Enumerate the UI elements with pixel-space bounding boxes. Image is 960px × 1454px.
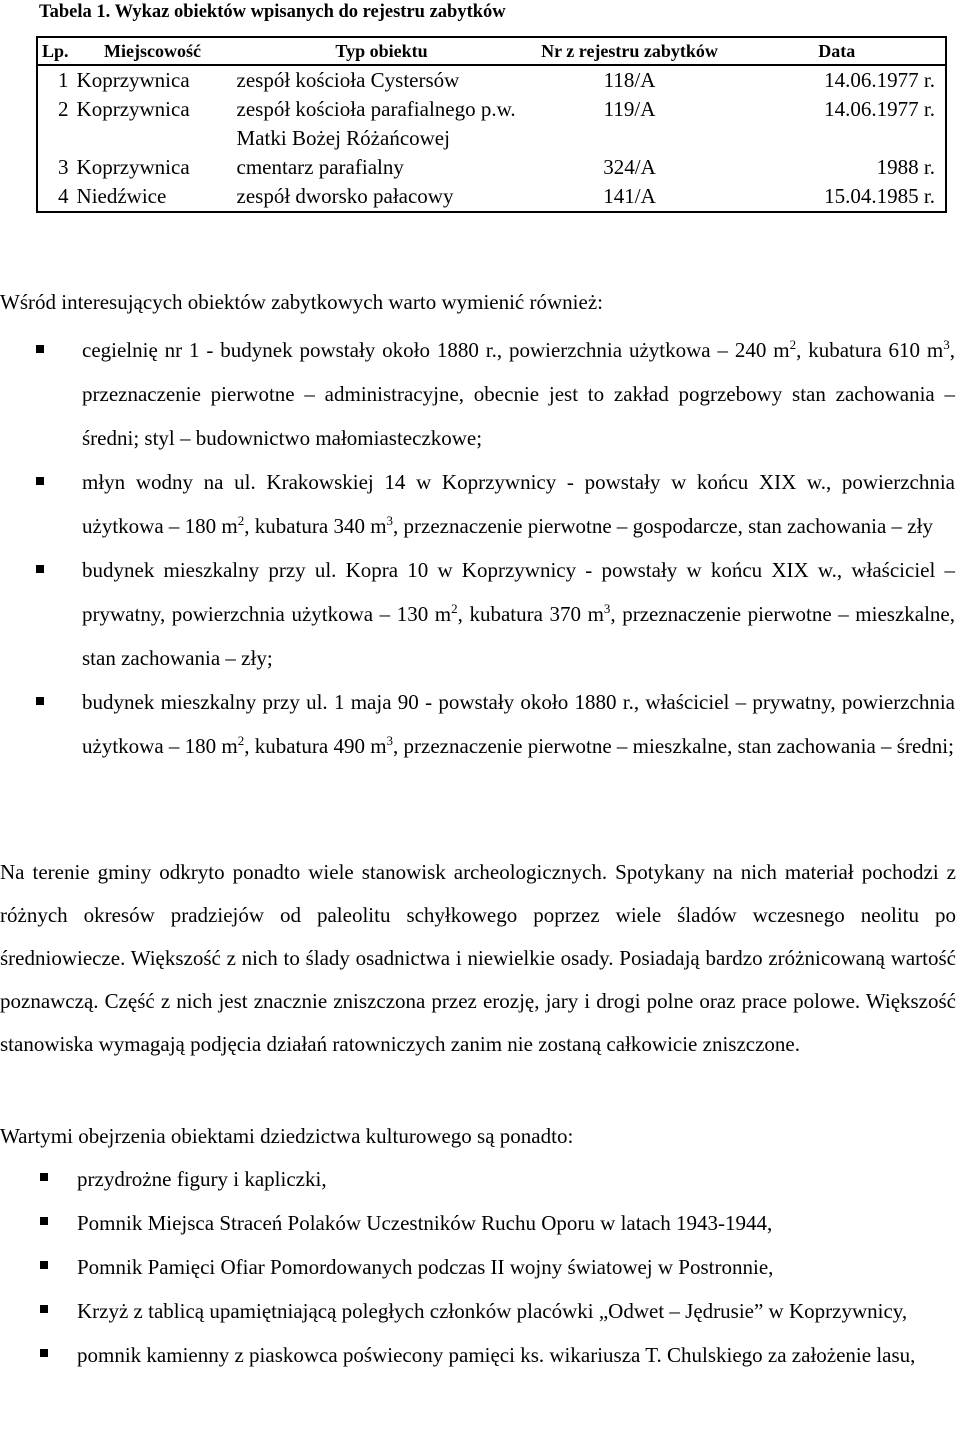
cell-register-number: 324/A xyxy=(603,155,656,179)
superscript: 2 xyxy=(237,513,245,528)
header-type: Typ obiektu xyxy=(233,37,531,65)
cell-register-number: 118/A xyxy=(603,68,656,92)
item-text: budynek mieszkalny przy ul. Kopra 10 w Koprzywnicy - powstały w końcu XIX w., właściciel – prywatny, powierzchnia użytkowa – 130 m xyxy=(82,558,955,626)
list-item xyxy=(0,328,955,460)
header-date: Data xyxy=(729,37,946,65)
list-item xyxy=(0,1157,955,1201)
cell-type: zespół kościoła parafialnego p.w. Matki Bożej Różańcowej xyxy=(236,97,516,150)
superscript: 2 xyxy=(451,601,458,616)
item-text: budynek mieszkalny przy ul. 1 maja 90 - powstały około 1880 r., właściciel – prywatny, powierzchnia użytkowa – 180 m xyxy=(82,690,955,758)
item-text: cegielnię nr 1 - budynek powstały około 1880 r., powierzchnia użytkowa – 240 m xyxy=(82,338,790,362)
list-item xyxy=(0,680,955,768)
list-item xyxy=(0,1289,955,1333)
header-city: Miejscowość xyxy=(73,37,233,65)
item-text: , przeznaczenie pierwotne – gospodarcze, stan zachowania – zły xyxy=(393,514,933,538)
cell-city: Koprzywnica xyxy=(76,68,190,92)
item-text: Pomnik Pamięci Ofiar Pomordowanych podczas II wojny światowej w Postronnie, xyxy=(77,1255,774,1279)
item-text: Pomnik Miejsca Straceń Polaków Uczestników Ruchu Oporu w latach 1943-1944, xyxy=(77,1211,773,1235)
item-text: , kubatura 490 m xyxy=(244,734,387,758)
archaeology-paragraph: Na terenie gminy odkryto ponadto wiele stanowisk archeologicznych. Spotykany na nich materiał pochodzi z różnych okresów pradziejów od paleolitu schyłkowego poprzez wiele śladów wczesnego neolitu po średniowiecze. Większość z nich to ślady osadnictwa i niewielkie osady. Posiadają bardzo zróżnicowaną wartość poznawczą. Część z nich jest znacznie zniszczona przez erozję, jary i drogi polne oraz prace polowe. Większość stanowiska wymagają podjęcia działań ratowniczych zanim nie zostaną całkowicie zniszczone. xyxy=(0,860,956,1056)
superscript: 3 xyxy=(386,733,394,748)
heritage-bullet-list xyxy=(0,1157,955,1377)
cell-register-number: 119/A xyxy=(603,97,656,121)
bullet-square-icon xyxy=(36,345,44,353)
bullet-square-icon xyxy=(36,697,44,705)
bullet-square-icon xyxy=(40,1349,48,1357)
bullet-square-icon xyxy=(40,1217,48,1225)
cell-register-number: 141/A xyxy=(603,184,656,208)
item-text: pomnik kamienny z piaskowca poświecony pamięci ks. wikariusza T. Chulskiego za założenie lasu, xyxy=(77,1343,916,1367)
table-row xyxy=(37,65,946,95)
bullet-square-icon xyxy=(36,477,44,485)
superscript: 2 xyxy=(237,733,245,748)
list-item xyxy=(0,548,955,680)
item-text: przydrożne figury i kapliczki, xyxy=(77,1167,327,1191)
cell-lp: 4 xyxy=(58,184,69,208)
cell-lp: 3 xyxy=(58,155,69,179)
cell-city: Koprzywnica xyxy=(76,97,190,121)
list-item xyxy=(0,1333,955,1377)
superscript: 2 xyxy=(789,337,797,352)
cell-date: 1988 r. xyxy=(876,155,935,179)
superscript: 3 xyxy=(943,337,950,352)
item-text: , przeznaczenie pierwotne – mieszkalne, stan zachowania – zły; xyxy=(82,602,955,670)
item-text: , kubatura 340 m xyxy=(244,514,387,538)
table-row xyxy=(37,153,946,182)
bullet-square-icon xyxy=(36,565,44,573)
cell-lp: 2 xyxy=(58,97,69,121)
bullet-square-icon xyxy=(40,1173,48,1181)
cell-type: zespół kościoła Cystersów xyxy=(236,68,460,92)
list-item xyxy=(0,460,955,548)
cell-lp: 1 xyxy=(58,68,69,92)
superscript: 3 xyxy=(603,601,611,616)
cell-type: cmentarz parafialny xyxy=(236,155,404,179)
cell-city: Koprzywnica xyxy=(76,155,190,179)
heritage-intro-line: Wartymi obejrzenia obiektami dziedzictwa kulturowego są ponadto: xyxy=(0,1124,574,1148)
header-register-number: Nr z rejestru zabytków xyxy=(531,37,729,65)
table-row xyxy=(37,182,946,212)
table-row xyxy=(37,95,946,153)
superscript: 3 xyxy=(386,513,394,528)
item-text: , kubatura 610 m xyxy=(796,338,944,362)
bullet-square-icon xyxy=(40,1305,48,1313)
item-text: , kubatura 370 m xyxy=(457,602,604,626)
item-text: młyn wodny na ul. Krakowskiej 14 w Koprzywnicy - powstały w końcu XIX w., powierzchnia użytkowa – 180 m xyxy=(82,470,955,538)
table-header-row xyxy=(37,37,946,65)
cell-date: 14.06.1977 r. xyxy=(824,97,935,121)
bullet-square-icon xyxy=(40,1261,48,1269)
header-lp: Lp. xyxy=(37,37,73,65)
cell-city: Niedźwice xyxy=(76,184,167,208)
cell-type: zespół dworsko pałacowy xyxy=(236,184,454,208)
monuments-register-table xyxy=(36,36,947,213)
cell-date: 15.04.1985 r. xyxy=(824,184,935,208)
list-item xyxy=(0,1245,955,1289)
cell-date: 14.06.1977 r. xyxy=(824,68,935,92)
list-item xyxy=(0,1201,955,1245)
table-caption: Tabela 1. Wykaz obiektów wpisanych do rejestru zabytków xyxy=(39,2,506,22)
intro-line: Wśród interesujących obiektów zabytkowych warto wymienić również: xyxy=(0,290,603,314)
monuments-bullet-list xyxy=(0,328,955,768)
item-text: , przeznaczenie pierwotne – administracyjne, obecnie jest to zakład pogrzebowy stan zachowania – średni; styl – budownictwo małomiasteczkowe; xyxy=(82,338,955,450)
item-text: Krzyż z tablicą upamiętniającą poległych członków placówki „Odwet – Jędrusie” w Koprzywnicy, xyxy=(77,1299,908,1323)
item-text: , przeznaczenie pierwotne – mieszkalne, stan zachowania – średni; xyxy=(393,734,954,758)
